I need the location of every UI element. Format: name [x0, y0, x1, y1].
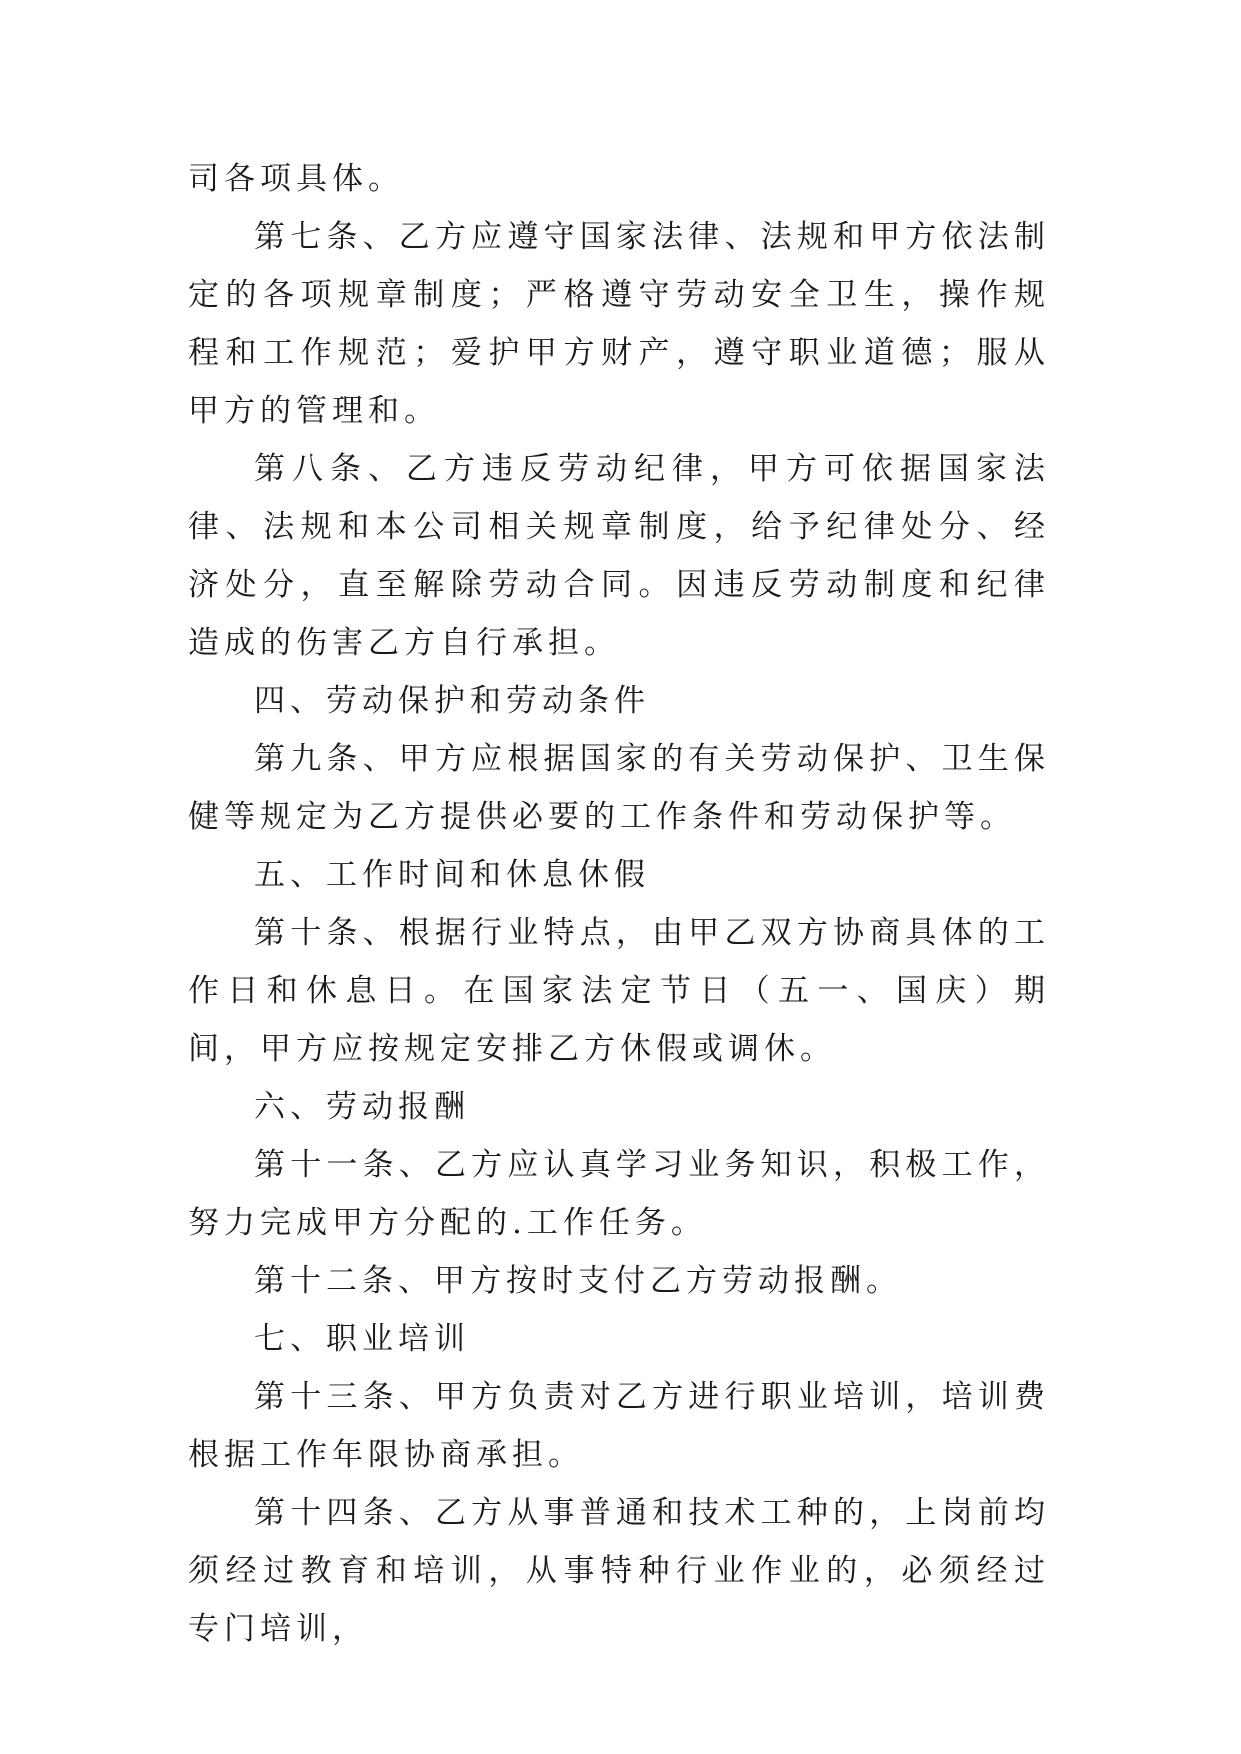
- section-heading-working-hours: 五、工作时间和休息休假: [254, 857, 650, 893]
- article-9: 第九条、甲方应根据国家的有关劳动保护、卫生保健等规定为乙方提供必要的工作条件和劳动保护等。: [188, 741, 1050, 835]
- article-8: 第八条、乙方违反劳动纪律，甲方可依据国家法律、法规和本公司相关规章制度，给予纪律处分、经济处分，直至解除劳动合同。因违反劳动制度和纪律造成的伤害乙方自行承担。: [188, 451, 1050, 661]
- section-heading-remuneration: 六、劳动报酬: [254, 1089, 470, 1125]
- article-10: 第十条、根据行业特点，由甲乙双方协商具体的工作日和休息日。在国家法定节日（五一、国庆）期间，甲方应按规定安排乙方休假或调休。: [188, 915, 1050, 1067]
- section-heading-labor-protection: 四、劳动保护和劳动条件: [254, 683, 650, 719]
- paragraph-continuation: 司各项具体。: [188, 161, 404, 197]
- article-11: 第十一条、乙方应认真学习业务知识，积极工作，努力完成甲方分配的.工作任务。: [188, 1147, 1050, 1241]
- section-heading-training: 七、职业培训: [254, 1321, 470, 1357]
- article-7: 第七条、乙方应遵守国家法律、法规和甲方依法制定的各项规章制度；严格遵守劳动安全卫生，操作规程和工作规范；爱护甲方财产，遵守职业道德；服从甲方的管理和。: [188, 219, 1050, 429]
- article-12: 第十二条、甲方按时支付乙方劳动报酬。: [254, 1263, 902, 1299]
- article-13: 第十三条、甲方负责对乙方进行职业培训，培训费根据工作年限协商承担。: [188, 1379, 1050, 1473]
- article-14: 第十四条、乙方从事普通和技术工种的，上岗前均须经过教育和培训，从事特种行业作业的，必须经过专门培训，: [188, 1495, 1050, 1647]
- document-page: [188, 150, 1050, 1658]
